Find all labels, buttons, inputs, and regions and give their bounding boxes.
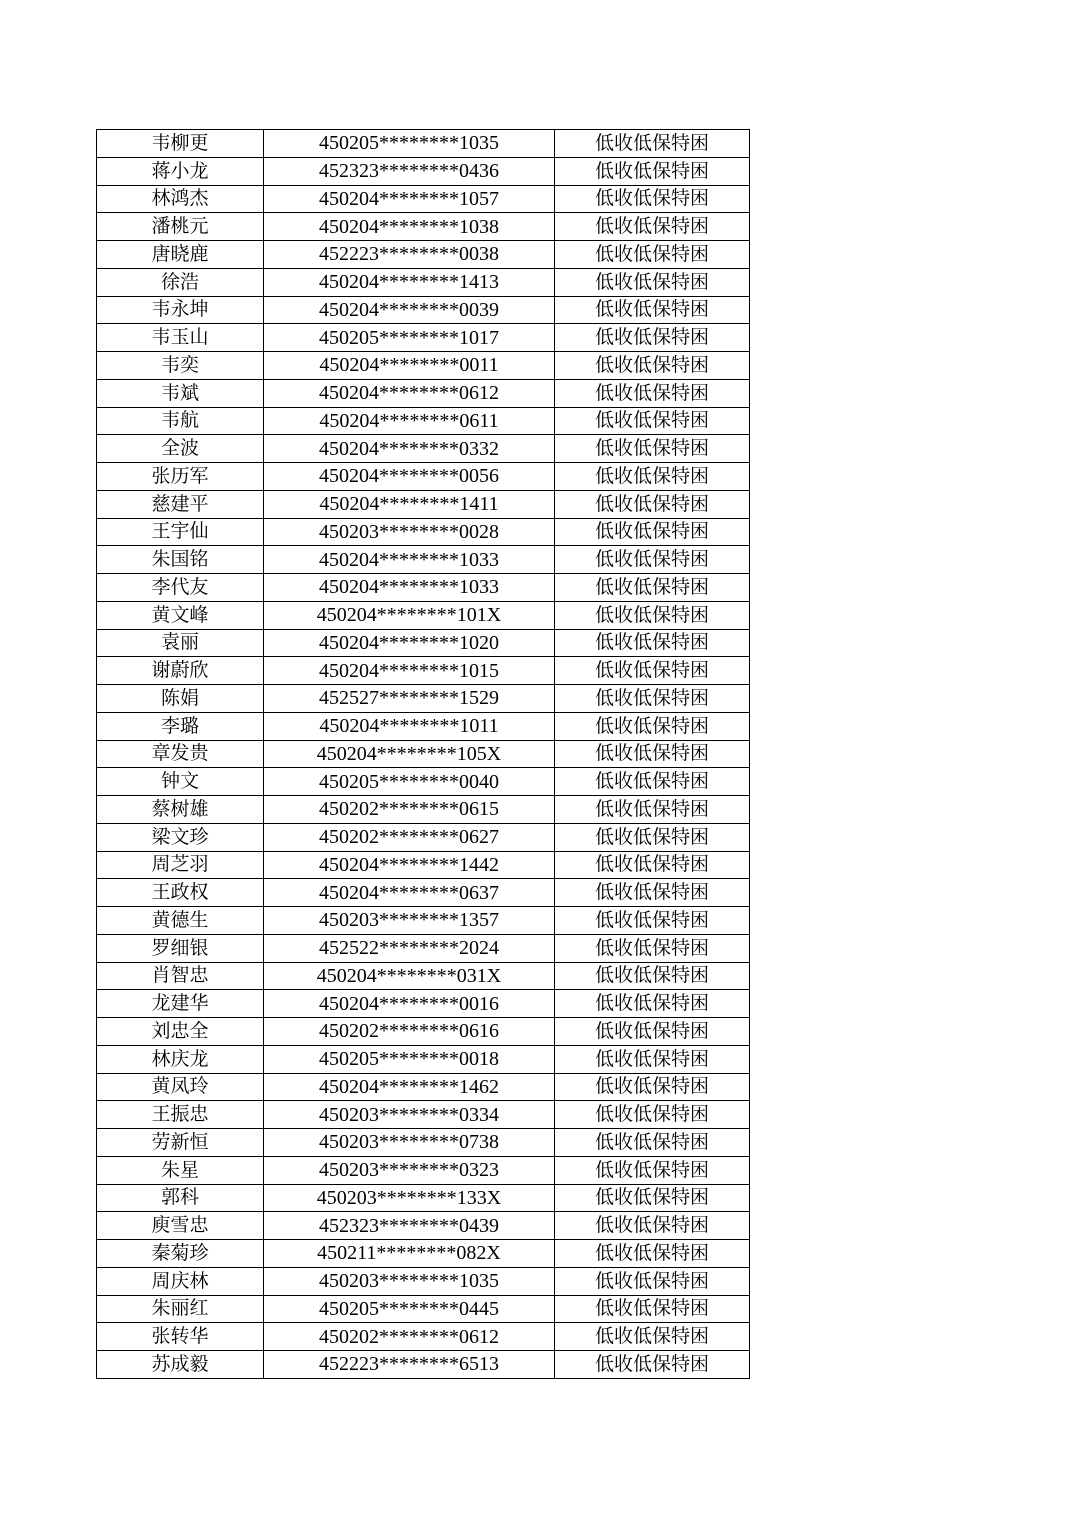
name-cell: 林庆龙 [97, 1045, 264, 1073]
assistance-type-cell: 低收低保特困 [555, 629, 750, 657]
id-number-cell: 452527********1529 [264, 685, 555, 713]
table-row [97, 768, 750, 796]
assistance-type-cell: 低收低保特困 [555, 1212, 750, 1240]
name-cell: 全波 [97, 435, 264, 463]
table-row [97, 574, 750, 602]
assistance-type-cell: 低收低保特困 [555, 157, 750, 185]
table-row [97, 1156, 750, 1184]
name-cell: 潘桃元 [97, 213, 264, 241]
table-row [97, 1101, 750, 1129]
table-row [97, 546, 750, 574]
id-number-cell: 450204********1015 [264, 657, 555, 685]
table-row [97, 185, 750, 213]
name-cell: 韦奕 [97, 352, 264, 380]
id-number-cell: 450204********101X [264, 601, 555, 629]
id-number-cell: 450203********0028 [264, 518, 555, 546]
id-number-cell: 450204********1033 [264, 546, 555, 574]
id-number-cell: 450204********0637 [264, 879, 555, 907]
table-row [97, 130, 750, 158]
id-number-cell: 450204********0611 [264, 407, 555, 435]
name-cell: 蒋小龙 [97, 157, 264, 185]
name-cell: 黄德生 [97, 907, 264, 935]
name-cell: 陈娟 [97, 685, 264, 713]
id-number-cell: 450202********0612 [264, 1323, 555, 1351]
name-cell: 黄凤玲 [97, 1073, 264, 1101]
assistance-type-cell: 低收低保特困 [555, 324, 750, 352]
id-number-cell: 450204********0016 [264, 990, 555, 1018]
name-cell: 章发贵 [97, 740, 264, 768]
id-number-cell: 452323********0436 [264, 157, 555, 185]
id-number-cell: 450203********0323 [264, 1156, 555, 1184]
table-row [97, 1045, 750, 1073]
assistance-type-cell: 低收低保特困 [555, 1156, 750, 1184]
name-cell: 韦玉山 [97, 324, 264, 352]
id-number-cell: 450203********0738 [264, 1129, 555, 1157]
assistance-type-cell: 低收低保特困 [555, 601, 750, 629]
assistance-type-cell: 低收低保特困 [555, 879, 750, 907]
assistance-type-cell: 低收低保特困 [555, 268, 750, 296]
name-cell: 肖智忠 [97, 962, 264, 990]
name-cell: 朱丽红 [97, 1295, 264, 1323]
table-body [97, 130, 750, 1379]
assistance-type-cell: 低收低保特困 [555, 712, 750, 740]
id-number-cell: 450204********1442 [264, 851, 555, 879]
assistance-type-cell: 低收低保特困 [555, 851, 750, 879]
id-number-cell: 450204********0011 [264, 352, 555, 380]
table-row [97, 352, 750, 380]
assistance-type-cell: 低收低保特困 [555, 1073, 750, 1101]
assistance-type-cell: 低收低保特困 [555, 1184, 750, 1212]
id-number-cell: 450205********0040 [264, 768, 555, 796]
name-cell: 蔡树雄 [97, 796, 264, 824]
assistance-type-cell: 低收低保特困 [555, 463, 750, 491]
table-row [97, 241, 750, 269]
table-row [97, 463, 750, 491]
id-number-cell: 450204********0056 [264, 463, 555, 491]
id-number-cell: 450204********1038 [264, 213, 555, 241]
table-row [97, 1212, 750, 1240]
id-number-cell: 450204********1033 [264, 574, 555, 602]
assistance-type-cell: 低收低保特困 [555, 213, 750, 241]
name-cell: 秦菊珍 [97, 1240, 264, 1268]
name-cell: 朱星 [97, 1156, 264, 1184]
name-cell: 庾雪忠 [97, 1212, 264, 1240]
table-row [97, 1267, 750, 1295]
assistance-type-cell: 低收低保特困 [555, 1101, 750, 1129]
name-cell: 周芝羽 [97, 851, 264, 879]
table-row [97, 879, 750, 907]
assistance-type-cell: 低收低保特困 [555, 796, 750, 824]
assistance-type-cell: 低收低保特困 [555, 768, 750, 796]
name-cell: 周庆林 [97, 1267, 264, 1295]
name-cell: 韦斌 [97, 379, 264, 407]
id-number-cell: 450202********0616 [264, 1018, 555, 1046]
table-row [97, 907, 750, 935]
assistance-type-cell: 低收低保特困 [555, 1129, 750, 1157]
assistance-type-cell: 低收低保特困 [555, 657, 750, 685]
id-number-cell: 450204********031X [264, 962, 555, 990]
table-row [97, 1351, 750, 1379]
name-cell: 梁文珍 [97, 823, 264, 851]
name-cell: 郭科 [97, 1184, 264, 1212]
table-row [97, 601, 750, 629]
table-row [97, 213, 750, 241]
id-number-cell: 450205********1017 [264, 324, 555, 352]
assistance-type-cell: 低收低保特困 [555, 130, 750, 158]
assistance-type-cell: 低收低保特困 [555, 435, 750, 463]
table-row [97, 1323, 750, 1351]
table-row [97, 407, 750, 435]
table-row [97, 740, 750, 768]
id-number-cell: 450205********0445 [264, 1295, 555, 1323]
assistance-type-cell: 低收低保特困 [555, 962, 750, 990]
table-row [97, 324, 750, 352]
id-number-cell: 450203********0334 [264, 1101, 555, 1129]
name-cell: 劳新恒 [97, 1129, 264, 1157]
id-number-cell: 450204********0332 [264, 435, 555, 463]
assistance-type-cell: 低收低保特困 [555, 1267, 750, 1295]
name-cell: 钟文 [97, 768, 264, 796]
table-row [97, 1018, 750, 1046]
id-number-cell: 452522********2024 [264, 934, 555, 962]
assistance-type-cell: 低收低保特困 [555, 1018, 750, 1046]
id-number-cell: 452323********0439 [264, 1212, 555, 1240]
id-number-cell: 450204********0039 [264, 296, 555, 324]
table-row [97, 851, 750, 879]
recipient-table [96, 129, 750, 1379]
table-row [97, 296, 750, 324]
table-row [97, 490, 750, 518]
name-cell: 朱国铭 [97, 546, 264, 574]
table-row [97, 962, 750, 990]
assistance-type-cell: 低收低保特困 [555, 685, 750, 713]
table-row [97, 1295, 750, 1323]
name-cell: 慈建平 [97, 490, 264, 518]
id-number-cell: 450205********0018 [264, 1045, 555, 1073]
table-row [97, 1129, 750, 1157]
table-row [97, 1184, 750, 1212]
assistance-type-cell: 低收低保特困 [555, 1351, 750, 1379]
id-number-cell: 450204********1020 [264, 629, 555, 657]
assistance-type-cell: 低收低保特困 [555, 518, 750, 546]
table-row [97, 796, 750, 824]
id-number-cell: 450204********1413 [264, 268, 555, 296]
id-number-cell: 450204********1411 [264, 490, 555, 518]
assistance-type-cell: 低收低保特困 [555, 1045, 750, 1073]
id-number-cell: 452223********6513 [264, 1351, 555, 1379]
name-cell: 王政权 [97, 879, 264, 907]
assistance-type-cell: 低收低保特困 [555, 546, 750, 574]
assistance-type-cell: 低收低保特困 [555, 407, 750, 435]
table-row [97, 1240, 750, 1268]
table-row [97, 823, 750, 851]
table-row [97, 934, 750, 962]
name-cell: 苏成毅 [97, 1351, 264, 1379]
id-number-cell: 450203********133X [264, 1184, 555, 1212]
name-cell: 龙建华 [97, 990, 264, 1018]
table-row [97, 1073, 750, 1101]
id-number-cell: 450204********1462 [264, 1073, 555, 1101]
assistance-type-cell: 低收低保特困 [555, 740, 750, 768]
table-row [97, 518, 750, 546]
assistance-type-cell: 低收低保特困 [555, 490, 750, 518]
assistance-type-cell: 低收低保特困 [555, 990, 750, 1018]
table-row [97, 629, 750, 657]
id-number-cell: 450204********1011 [264, 712, 555, 740]
assistance-type-cell: 低收低保特困 [555, 1323, 750, 1351]
assistance-type-cell: 低收低保特困 [555, 379, 750, 407]
assistance-type-cell: 低收低保特困 [555, 1240, 750, 1268]
assistance-type-cell: 低收低保特困 [555, 241, 750, 269]
id-number-cell: 450203********1035 [264, 1267, 555, 1295]
assistance-type-cell: 低收低保特困 [555, 296, 750, 324]
id-number-cell: 450204********0612 [264, 379, 555, 407]
name-cell: 韦航 [97, 407, 264, 435]
assistance-type-cell: 低收低保特困 [555, 1295, 750, 1323]
name-cell: 王振忠 [97, 1101, 264, 1129]
name-cell: 张历军 [97, 463, 264, 491]
id-number-cell: 450205********1035 [264, 130, 555, 158]
name-cell: 刘忠全 [97, 1018, 264, 1046]
id-number-cell: 450203********1357 [264, 907, 555, 935]
assistance-type-cell: 低收低保特困 [555, 574, 750, 602]
id-number-cell: 450211********082X [264, 1240, 555, 1268]
table-row [97, 685, 750, 713]
name-cell: 林鸿杰 [97, 185, 264, 213]
table-row [97, 657, 750, 685]
table-row [97, 990, 750, 1018]
name-cell: 唐晓鹿 [97, 241, 264, 269]
id-number-cell: 450204********105X [264, 740, 555, 768]
id-number-cell: 450204********1057 [264, 185, 555, 213]
table-row [97, 712, 750, 740]
id-number-cell: 452223********0038 [264, 241, 555, 269]
assistance-type-cell: 低收低保特困 [555, 934, 750, 962]
table-row [97, 379, 750, 407]
name-cell: 黄文峰 [97, 601, 264, 629]
name-cell: 谢蔚欣 [97, 657, 264, 685]
assistance-type-cell: 低收低保特困 [555, 352, 750, 380]
name-cell: 韦柳更 [97, 130, 264, 158]
name-cell: 张转华 [97, 1323, 264, 1351]
assistance-type-cell: 低收低保特困 [555, 185, 750, 213]
table-row [97, 157, 750, 185]
id-number-cell: 450202********0627 [264, 823, 555, 851]
table-row [97, 268, 750, 296]
name-cell: 李璐 [97, 712, 264, 740]
name-cell: 徐浩 [97, 268, 264, 296]
name-cell: 李代友 [97, 574, 264, 602]
name-cell: 王宇仙 [97, 518, 264, 546]
table-row [97, 435, 750, 463]
name-cell: 袁丽 [97, 629, 264, 657]
assistance-type-cell: 低收低保特困 [555, 823, 750, 851]
id-number-cell: 450202********0615 [264, 796, 555, 824]
name-cell: 罗细银 [97, 934, 264, 962]
name-cell: 韦永坤 [97, 296, 264, 324]
assistance-type-cell: 低收低保特困 [555, 907, 750, 935]
